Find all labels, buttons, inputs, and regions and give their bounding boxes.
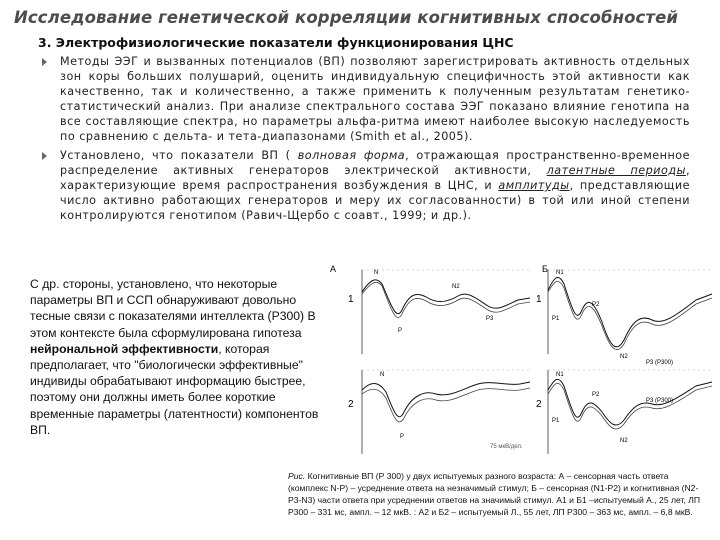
component-label: N2 (620, 354, 628, 360)
row-2-label-b: 2 (536, 399, 542, 410)
erp-trace-a2-alt (362, 388, 530, 422)
erp-trace-a1-alt (362, 282, 530, 317)
row-1-label-b: 1 (536, 294, 542, 305)
erp-trace-b2 (548, 379, 712, 425)
erp-trace-b1-alt (548, 281, 712, 349)
component-label: N2 (452, 284, 460, 290)
panel-b-label: Б (542, 264, 548, 274)
bullet-text: Методы ЭЭГ и вызванных потенциалов (ВП) позволяют зарегистрировать активность отдельных зон коры больших полушарий, оценить индивидуальную специфичность этой активности как качественно, так и количественно, а также применить к полученным результатам генетико-статистический анализ. При анализе спектрального состава ЭЭГ показано влияние генотипа на все составляющие спектра, но параметры альфа-ритма имеют наиболее высокую наследуемость по сравнению с дельта- и тета-диапазонами (Smith et al., 2005). (60, 55, 690, 143)
term-waveform: волновая форма (297, 149, 406, 162)
term-amplitude: амплитуды (498, 179, 570, 192)
erp-trace-a1 (362, 280, 530, 314)
figure-caption (288, 470, 708, 518)
component-label: P (398, 328, 403, 334)
component-label: P3 (P300) (646, 360, 674, 366)
scale-label: 75 мкВ/дел. (490, 444, 523, 450)
erp-trace-b2-alt (548, 383, 712, 429)
component-label: P3 (486, 316, 494, 322)
side-paragraph: С др. стороны, установлено, что некоторые параметры ВП и ССП обнаруживают довольно тесные связи с показателями интеллекта (Р300) В этом контексте была сформулирована гипотеза нейрональной эффективности, которая предполагает, что "биологически эффективные" индивиды обрабатывают информацию быстрее, поэтому они должны иметь более короткие временные параметры (латентности) компонентов ВП. (30, 277, 319, 437)
component-label: P1 (552, 418, 560, 424)
bullet-item (40, 54, 690, 144)
component-label: P2 (592, 392, 600, 398)
row-1-label: 1 (348, 294, 354, 305)
bullet-item (40, 148, 690, 223)
component-label: N1 (556, 270, 564, 276)
component-label: N (374, 270, 379, 276)
bullet-text: Установлено, что показатели ВП ( волновая форма, отражающая пространственно-временное распределение активных генераторов электрической активности, латентные периоды, характеризующие время распространения возбуждения в ЦНС, и амплитуды, представляющие число активно работающих генераторов и меру их согласованности) в той или иной степени контролируются генотипом (Равич-Щербо с соавт., 1999; и др.). (60, 149, 691, 222)
term-neuronal-efficiency: нейрональной эффективности (30, 341, 219, 356)
component-label: P2 (592, 302, 600, 308)
section-subtitle: 3. Электрофизиологические показатели функционирования ЦНС (38, 35, 514, 50)
slide-title: Исследование генетической корреляции когнитивных способностей (14, 8, 679, 27)
term-latency: латентные периоды (546, 164, 686, 177)
component-label: N1 (556, 372, 564, 378)
component-label: N (380, 372, 385, 378)
component-label: P3 (P300) (646, 398, 674, 404)
bullet-list (40, 54, 690, 223)
bullet-arrow-icon (42, 152, 47, 160)
erp-figure (330, 262, 714, 462)
erp-trace-a2 (362, 382, 530, 417)
caption-text: Когнитивные ВП (Р 300) у двух испытуемых разного возраста: А – сенсорная часть ответа (комплекс N-P) – усреднение ответа на незначимый стимул; Б – сенсорная (N1-P2) и когнитивная (N2-P3-N3) части ответа при усреднении ответов на значимый стимул. А1 и Б1 –испытуемый А., 25 лет, ЛП Р300 – 331 мс, ампл. – 12 мкВ. : А2 и Б2 – испытуемый Л., 55 лет, ЛП Р300 – 363 мс, ампл. – 6,8 мкВ. (288, 471, 701, 517)
bullet-arrow-icon (42, 58, 47, 66)
panel-a-label: А (330, 264, 337, 274)
row-2-label: 2 (348, 399, 354, 410)
component-label: P1 (552, 316, 560, 322)
caption-lead: Рис. (288, 471, 306, 481)
component-label: N2 (620, 438, 628, 444)
component-label: P (400, 434, 405, 440)
